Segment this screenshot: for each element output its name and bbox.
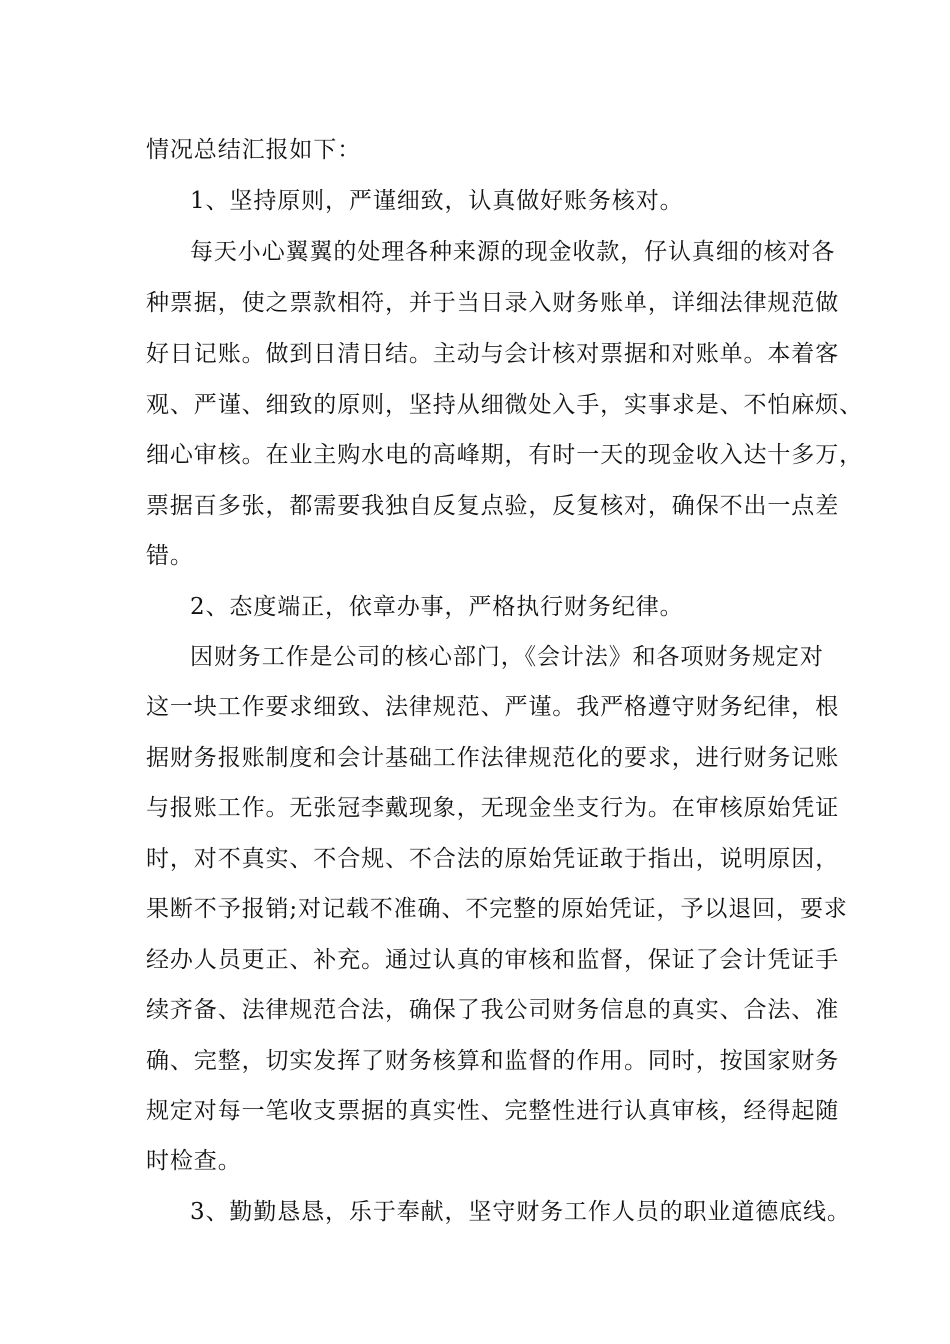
- text-line: 好日记账。做到日清日结。主动与会计核对票据和对账单。本着客: [146, 341, 840, 367]
- text-line: 每天小心翼翼的处理各种来源的现金收款，仔认真细的核对各: [190, 239, 836, 265]
- text-line: 细心审核。在业主购水电的高峰期，有时一天的现金收入达十多万，: [146, 442, 863, 468]
- text-line: 这一块工作要求细致、法律规范、严谨。我严格遵守财务纪律，根: [146, 694, 840, 720]
- text-line: 经办人员更正、补充。通过认真的审核和监督，保证了会计凭证手: [146, 947, 840, 973]
- text-line: 果断不予报销;对记载不准确、不完整的原始凭证，予以退回，要求: [146, 896, 848, 922]
- text-line: 观、严谨、细致的原则，坚持从细微处入手，实事求是、不怕麻烦、: [146, 392, 863, 418]
- text-line: 确、完整，切实发挥了财务核算和监督的作用。同时，按国家财务: [146, 1048, 840, 1074]
- text-line: 时检查。: [146, 1148, 242, 1174]
- text-line: 规定对每一笔收支票据的真实性、完整性进行认真审核，经得起随: [146, 1098, 840, 1124]
- text-line: 与报账工作。无张冠李戴现象，无现金坐支行为。在审核原始凭证: [146, 795, 840, 821]
- text-line: 因财务工作是公司的核心部门，《会计法》和各项财务规定对: [190, 644, 824, 670]
- text-line: 时，对不真实、不合规、不合法的原始凭证敢于指出，说明原因，: [146, 846, 840, 872]
- text-line: 错。: [146, 543, 194, 569]
- section-heading-3: 3、勤勤恳恳，乐于奉献，坚守财务工作人员的职业道德底线。: [190, 1199, 851, 1225]
- text-line: 票据百多张，都需要我独自反复点验，反复核对，确保不出一点差: [146, 493, 840, 519]
- text-line: 种票据，使之票款相符，并于当日录入财务账单，详细法律规范做: [146, 290, 840, 316]
- text-line: 情况总结汇报如下：: [146, 137, 362, 163]
- section-heading-1: 1、坚持原则，严谨细致，认真做好账务核对。: [190, 188, 684, 214]
- text-line: 续齐备、法律规范合法，确保了我公司财务信息的真实、合法、准: [146, 997, 840, 1023]
- section-heading-2: 2、态度端正，依章办事，严格执行财务纪律。: [190, 594, 684, 620]
- text-line: 据财务报账制度和会计基础工作法律规范化的要求，进行财务记账: [146, 745, 840, 771]
